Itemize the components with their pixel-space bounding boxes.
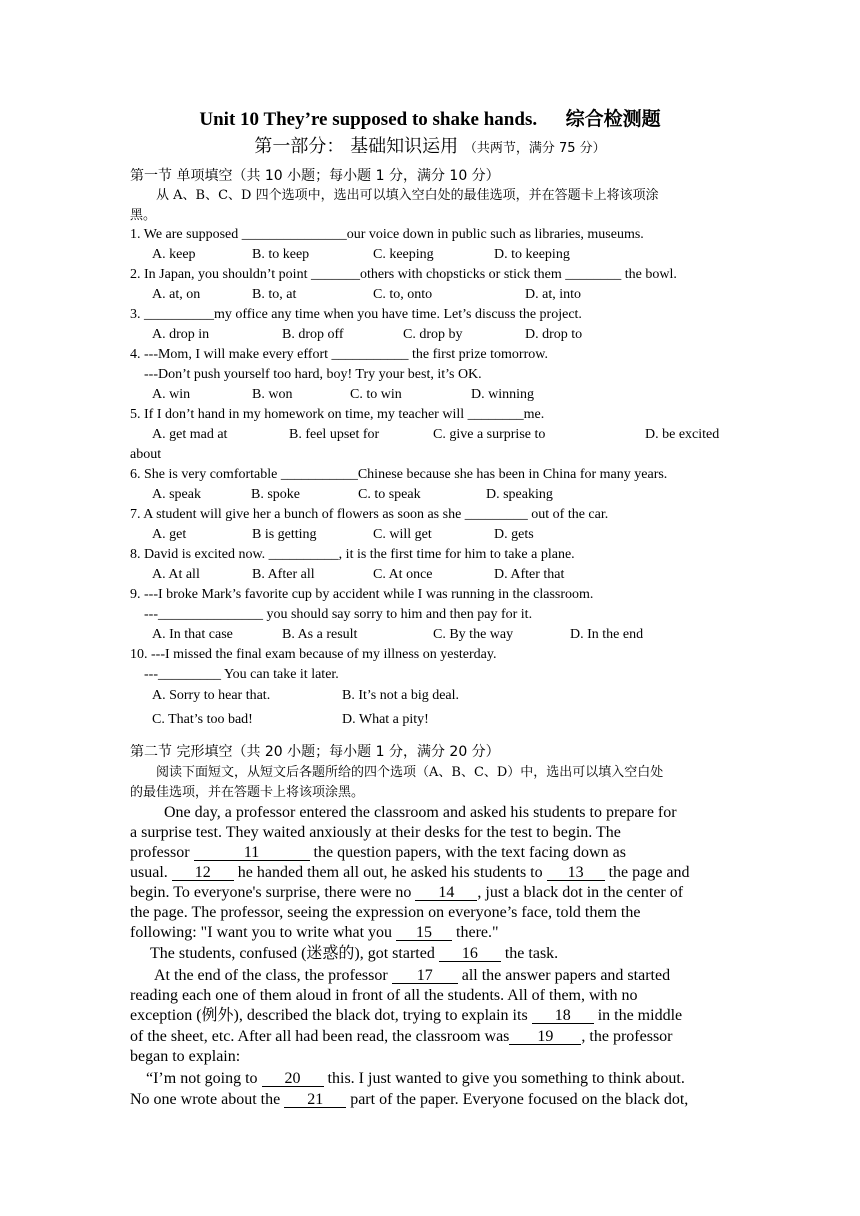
blank-16: 16: [439, 946, 501, 962]
blank-19: 19: [509, 1029, 581, 1045]
q8-option-b: B. After all: [252, 567, 315, 582]
blank-21: 21: [284, 1092, 346, 1108]
q5-option-d: D. be excited: [645, 427, 720, 442]
blank-11: 11: [194, 845, 310, 861]
passage-line: At the end of the class, the professor 17 all the answer papers and started: [154, 967, 671, 984]
q3-option-d: D. drop to: [525, 327, 583, 342]
question-8: 8. David is excited now. __________, it is the first time for him to take a plane.: [130, 547, 575, 562]
question-10-reply: ---_________ You can take it later.: [144, 667, 339, 682]
passage-line: of the sheet, etc. After all had been read, the classroom was 19 , the professor: [130, 1028, 673, 1045]
q10-option-b: B. It’s not a big deal.: [342, 688, 460, 703]
blank-13: 13: [547, 865, 605, 881]
passage-line: reading each one of them aloud in front of all the students. All of them, with no: [130, 987, 638, 1004]
part-heading: [0, 132, 860, 158]
question-9: 9. ---I broke Mark’s favorite cup by accident while I was running in the classroom.: [130, 587, 594, 602]
q3-option-c: C. drop by: [403, 327, 463, 342]
part-note: （共两节，满分 75 分）: [463, 141, 606, 156]
question-6: 6. She is very comfortable ___________Chinese because she has been in China for many years.: [130, 467, 668, 482]
q10-option-d: D. What a pity!: [342, 712, 429, 727]
q1-option-c: C. keeping: [373, 247, 434, 262]
question-1: 1. We are supposed _______________our voice down in public such as libraries, museums.: [130, 227, 644, 242]
q3-option-a: A. drop in: [152, 327, 210, 342]
q3-option-b: B. drop off: [282, 327, 344, 342]
question-4-reply: ---Don’t push yourself too hard, boy! Try your best, it’s OK.: [144, 367, 482, 382]
q10-option-a: A. Sorry to hear that.: [152, 688, 271, 703]
q1-option-b: B. to keep: [252, 247, 310, 262]
part-title: 第一部分： 基础知识运用: [254, 136, 459, 157]
section2-instructions: 阅读下面短文，从短文后各题所给的四个选项（A、B、C、D）中，选出可以填入空白处: [156, 765, 664, 780]
q5-option-a: A. get mad at: [152, 427, 228, 442]
q2-option-a: A. at, on: [152, 287, 201, 302]
q2-option-c: C. to, onto: [373, 287, 433, 302]
q7-option-c: C. will get: [373, 527, 432, 542]
q2-option-d: D. at, into: [525, 287, 581, 302]
passage-line: begin. To everyone's surprise, there were no 14 , just a black dot in the center of: [130, 884, 684, 901]
question-5: 5. If I don’t hand in my homework on time, my teacher will ________me.: [130, 407, 545, 422]
section2-instructions-cont: 的最佳选项，并在答题卡上将该项涂黑。: [130, 785, 365, 800]
q2-option-b: B. to, at: [252, 287, 297, 302]
passage-line: One day, a professor entered the classroom and asked his students to prepare for: [164, 804, 677, 821]
page-title: Unit 10 They’re supposed to shake hands. 综合检测题: [199, 109, 661, 130]
q1-option-a: A. keep: [152, 247, 196, 262]
passage-line: No one wrote about the 21 part of the paper. Everyone focused on the black dot,: [130, 1091, 689, 1108]
blank-17: 17: [392, 968, 458, 984]
q4-option-a: A. win: [152, 387, 191, 402]
passage-line: The students, confused (迷惑的), got started 16 the task.: [150, 945, 559, 962]
q8-option-a: A. At all: [152, 567, 200, 582]
blank-18: 18: [532, 1008, 594, 1024]
section1-instructions: 从 A、B、C、D 四个选项中，选出可以填入空白处的最佳选项，并在答题卡上将该项涂: [156, 188, 659, 203]
section1-heading: 第一节 单项填空（共 10 小题；每小题 1 分，满分 10 分）: [130, 168, 500, 184]
q8-option-d: D. After that: [494, 567, 565, 582]
passage-line: a surprise test. They waited anxiously at their desks for the test to begin. The: [130, 824, 621, 841]
q5-option-d-wrap: about: [130, 447, 162, 462]
q4-option-c: C. to win: [350, 387, 402, 402]
q6-option-d: D. speaking: [486, 487, 553, 502]
question-3: 3. __________my office any time when you have time. Let’s discuss the project.: [130, 307, 582, 322]
q4-option-d: D. winning: [471, 387, 534, 402]
q5-option-b: B. feel upset for: [289, 427, 380, 442]
question-9-reply: ---_______________ you should say sorry to him and then pay for it.: [144, 607, 533, 622]
q9-option-d: D. In the end: [570, 627, 644, 642]
passage-line: following: "I want you to write what you 15 there.": [130, 924, 499, 941]
passage-line: “I’m not going to 20 this. I just wanted to give you something to think about.: [146, 1070, 685, 1087]
q6-option-b: B. spoke: [251, 487, 300, 502]
blank-14: 14: [415, 885, 477, 901]
passage-line: exception (例外), described the black dot, trying to explain its 18 in the middle: [130, 1007, 683, 1024]
question-10: 10. ---I missed the final exam because of my illness on yesterday.: [130, 647, 497, 662]
q7-option-a: A. get: [152, 527, 187, 542]
q8-option-c: C. At once: [373, 567, 433, 582]
passage-line: the page. The professor, seeing the expression on everyone’s face, told them the: [130, 904, 641, 921]
blank-15: 15: [396, 925, 452, 941]
question-7: 7. A student will give her a bunch of flowers as soon as she _________ out of the car.: [130, 507, 609, 522]
q7-option-b: B is getting: [252, 527, 317, 542]
section2-heading: 第二节 完形填空（共 20 小题；每小题 1 分，满分 20 分）: [130, 744, 500, 760]
section1-instructions-cont: 黑。: [130, 208, 157, 223]
q4-option-b: B. won: [252, 387, 293, 402]
q6-option-a: A. speak: [152, 487, 201, 502]
blank-12: 12: [172, 865, 234, 881]
passage-line: usual. 12 he handed them all out, he asked his students to 13 the page and: [130, 864, 690, 881]
passage-line: began to explain:: [130, 1048, 241, 1065]
q5-option-c: C. give a surprise to: [433, 427, 546, 442]
q10-option-c: C. That’s too bad!: [152, 712, 253, 727]
q9-option-a: A. In that case: [152, 627, 233, 642]
passage-line: professor 11 the question papers, with the text facing down as: [130, 844, 626, 861]
q6-option-c: C. to speak: [358, 487, 421, 502]
q9-option-c: C. By the way: [433, 627, 514, 642]
q7-option-d: D. gets: [494, 527, 534, 542]
blank-20: 20: [262, 1071, 324, 1087]
q1-option-d: D. to keeping: [494, 247, 570, 262]
question-4: 4. ---Mom, I will make every effort ___________ the first prize tomorrow.: [130, 347, 548, 362]
question-2: 2. In Japan, you shouldn’t point _______others with chopsticks or stick them ________ the bowl.: [130, 267, 677, 282]
q9-option-b: B. As a result: [282, 627, 358, 642]
